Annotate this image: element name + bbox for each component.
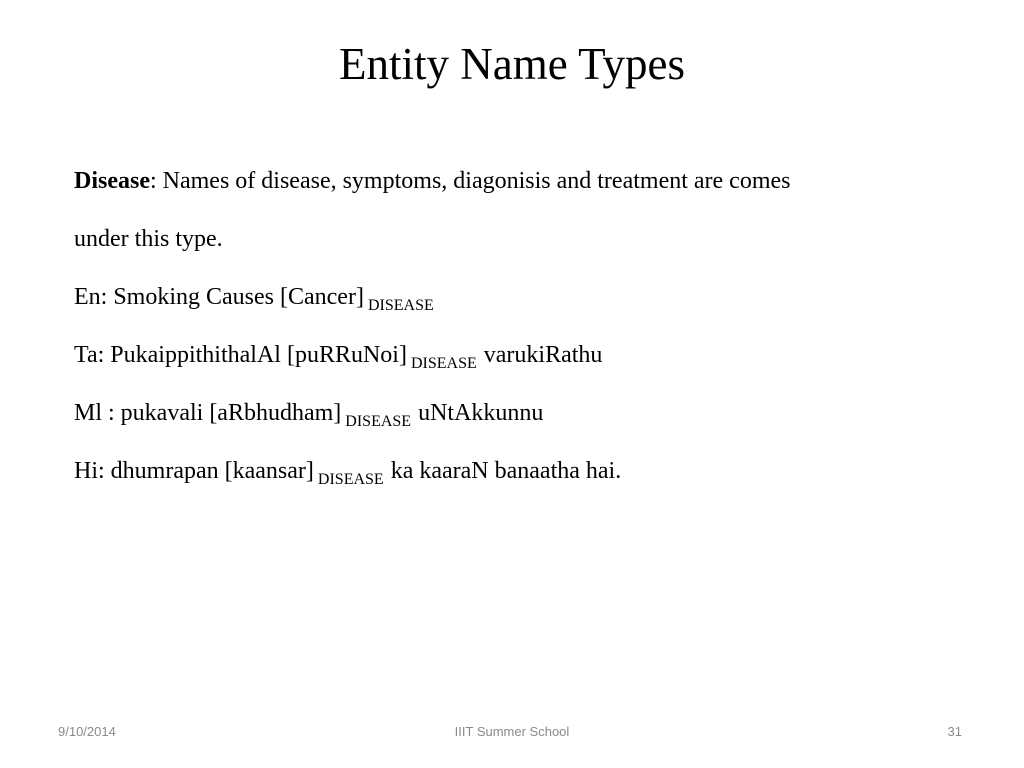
example-line-en (74, 278, 954, 336)
example-line-hi (74, 452, 954, 510)
example-line-ml (74, 394, 954, 452)
footer-title: IIIT Summer School (454, 724, 570, 739)
entity-tag: DISEASE (367, 297, 434, 314)
definition-text-continued: under this type. (74, 226, 223, 252)
definition-line (74, 162, 954, 220)
entity-term: Disease (74, 168, 150, 194)
footer-date: 9/10/2014 (58, 724, 116, 739)
example-text-after: uNtAkkunnu (418, 400, 544, 426)
slide-body (74, 162, 954, 510)
entity-tag: DISEASE (345, 413, 412, 430)
example-text: Ml : pukavali [aRbhudham] (74, 400, 342, 426)
example-text: En: Smoking Causes [Cancer] (74, 284, 364, 310)
definition-line-continued (74, 220, 954, 278)
entity-tag: DISEASE (317, 471, 384, 488)
example-text: Hi: dhumrapan [kaansar] (74, 458, 314, 484)
entity-tag: DISEASE (410, 355, 477, 372)
example-text: Ta: PukaippithithalAl [puRRuNoi] (74, 342, 407, 368)
slide-title: Entity Name Types (339, 39, 685, 89)
example-text-after: varukiRathu (483, 342, 603, 368)
example-line-ta (74, 336, 954, 394)
example-text-after: ka kaaraN banaatha hai. (390, 458, 622, 484)
footer-page-number: 31 (947, 724, 962, 739)
definition-text: : Names of disease, symptoms, diagonisis and treatment are comes (149, 168, 791, 194)
